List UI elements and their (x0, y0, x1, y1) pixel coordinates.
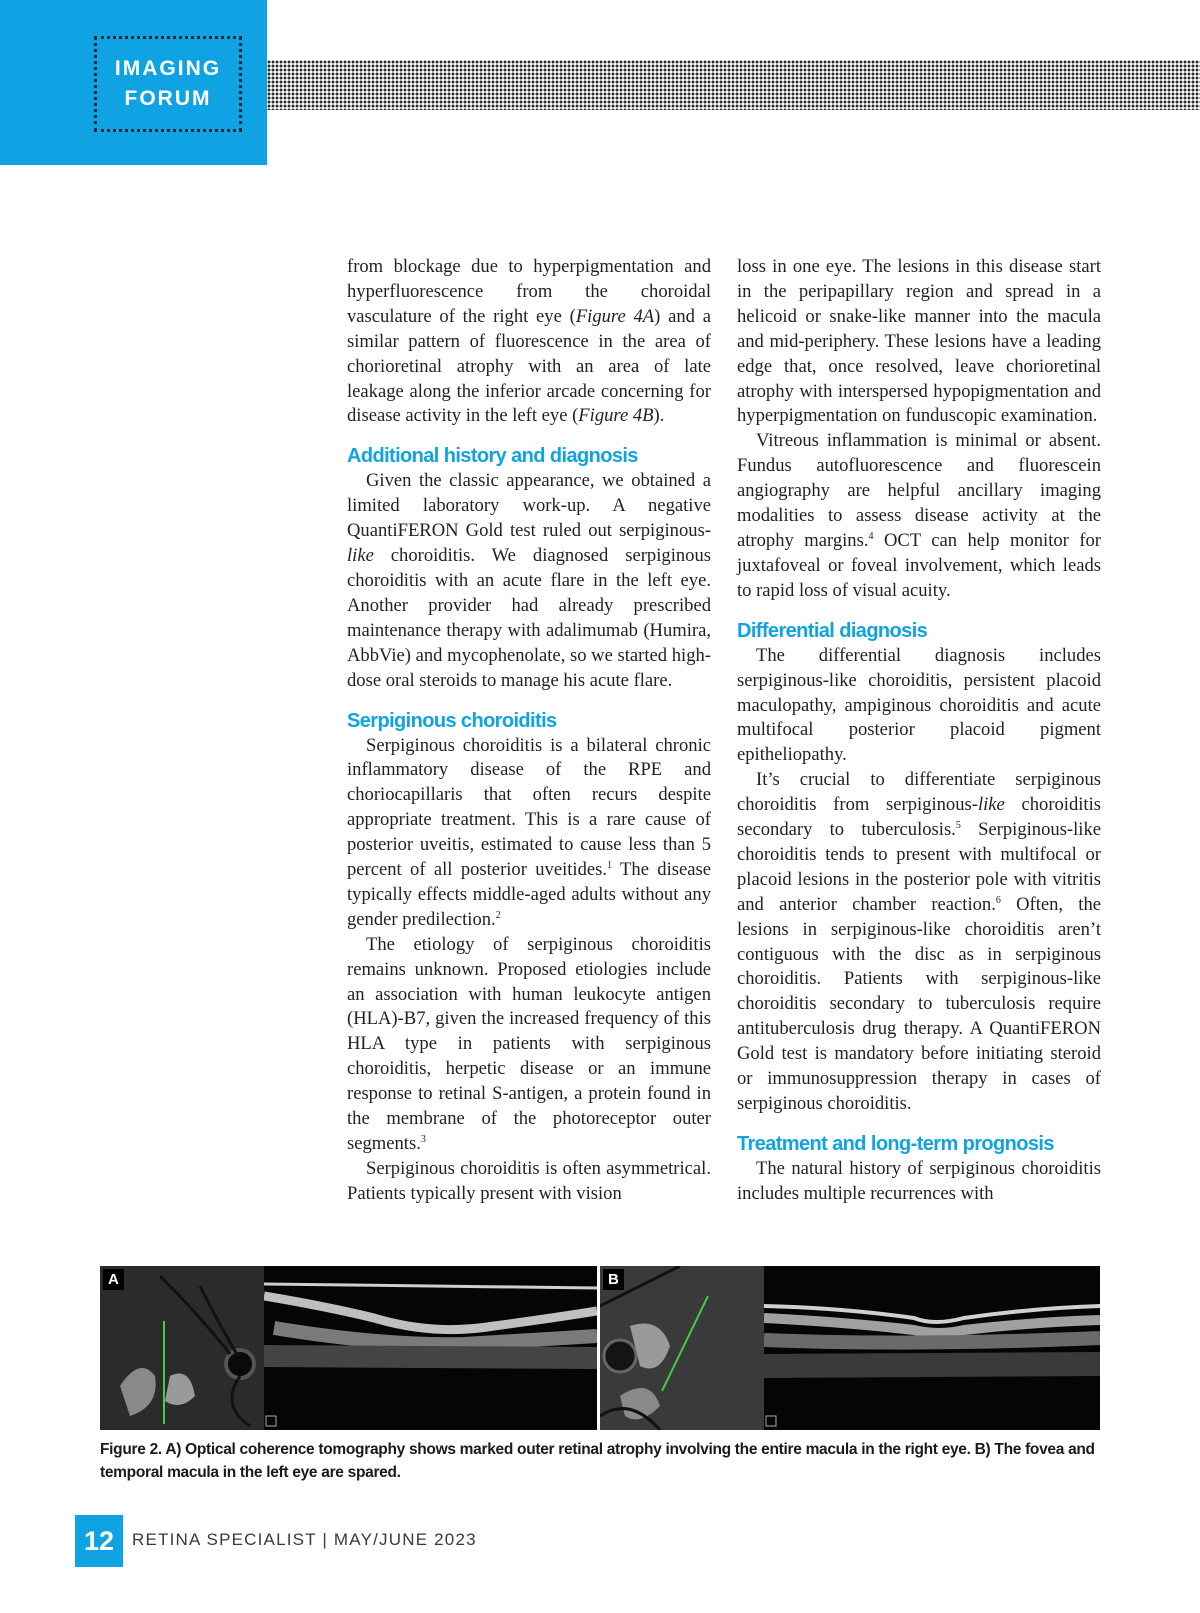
section-heading-treatment: Treatment and long-term prognosis (737, 1132, 1054, 1155)
section-heading-additional-history: Additional history and diagnosis (347, 445, 638, 468)
section-label-frame (94, 36, 242, 132)
paragraph: Serpiginous choroiditis is a bilateral chronic inflammatory disease of the RPE and choriocapillaris that often recurs despite appropriate treatment. This is a rare cause of posterior uveitis, estimated to cause less than 5 percent of all posterior uveitides.$^1$ The disease typically effects middle-aged adults without any gender predilection.$^2$ (347, 734, 711, 930)
fundus-image-a (100, 1266, 264, 1430)
oct-scan-b (764, 1266, 1100, 1430)
figure-panel-a (100, 1266, 597, 1430)
footer-publication: RETINA SPECIALIST | MAY/JUNE 2023 (132, 1530, 477, 1549)
article-column-2 (737, 255, 1101, 1207)
paragraph: The differential diagnosis includes serpiginous-like choroiditis, persistent placoid maculopathy, ampiginous choroiditis and acute multifocal posterior placoid pigment epitheliopathy. (737, 644, 1101, 766)
paragraph: loss in one eye. The lesions in this disease start in the peripapillary region and spread in a helicoid or snake-like manner into the macula and mid-periphery. These lesions have a leading edge that, once resolved, leave chorioretinal atrophy with interspersed hypopigmentation and hyperpigmentation on funduscopic examination. (737, 256, 1101, 427)
figure-panel-b (600, 1266, 1100, 1430)
section-heading-serpiginous: Serpiginous choroiditis (347, 709, 557, 732)
section-header (0, 0, 267, 165)
fundus-image-b (600, 1266, 764, 1430)
section-label-line1: IMAGING (114, 57, 222, 80)
paragraph: It’s crucial to differentiate serpiginous choroiditis from serpiginous-like choroiditis secondary to tuberculosis.$^5$ Serpiginous-like choroiditis tends to present with multifocal or placoid lesions in the posterior pole with vitritis and anterior chamber reaction.$^6$ Often, the lesions in serpiginous-like choroiditis aren’t contiguous with the disc as in serpiginous choroiditis. Patients with serpiginous-like choroiditis secondary to tuberculosis require antituberculosis drug therapy. A QuantiFERON Gold test is mandatory before initiating steroid or immunosuppression therapy in cases of serpiginous choroiditis. (737, 769, 1102, 1114)
oct-scan-a (264, 1266, 597, 1430)
panel-label-b: B (603, 1269, 624, 1290)
paragraph: Serpiginous choroiditis is often asymmetrical. Patients typically present with vision (347, 1157, 711, 1204)
figure-2 (100, 1266, 1100, 1430)
paragraph: The etiology of serpiginous choroiditis remains unknown. Proposed etiologies include an association with human leukocyte antigen (HLA)-B7, given the increased frequency of this HLA type in patients with serpiginous choroiditis, herpetic disease or an immune response to retinal S-antigen, a protein found in the membrane of the photoreceptor outer segments.$^3$ (347, 933, 711, 1154)
paragraph: Vitreous inflammation is minimal or absent. Fundus autofluorescence and fluorescein angiography are helpful ancillary imaging modalities to assess disease activity at the atrophy margins.$^4$ OCT can help monitor for juxtafoveal or foveal involvement, which leads to rapid loss of visual acuity. (737, 430, 1102, 601)
decorative-dot-band (267, 60, 1200, 110)
paragraph: from blockage due to hyperpigmentation and hyperfluorescence from the choroidal vasculature of the right eye (Figure 4A) and a similar pattern of fluorescence in the area of chorioretinal atrophy with an area of late leakage along the inferior arcade concerning for disease activity in the left eye (Figure 4B). (347, 256, 711, 427)
paragraph: Given the classic appearance, we obtained a limited laboratory work-up. A negative QuantiFERON Gold test ruled out serpiginous-like choroiditis. We diagnosed serpiginous choroiditis with an acute flare in the left eye. Another provider had already prescribed maintenance therapy with adalimumab (Humira, AbbVie) and mycophenolate, so we started high-dose oral steroids to manage his acute flare. (347, 470, 711, 691)
section-heading-differential: Differential diagnosis (737, 619, 928, 642)
paragraph: The natural history of serpiginous choroiditis includes multiple recurrences with (737, 1157, 1101, 1204)
figure-caption: Figure 2. A) Optical coherence tomography shows marked outer retinal atrophy involving the entire macula in the right eye. B) The fovea and temporal macula in the left eye are spared. (100, 1441, 1095, 1481)
section-label-line2: FORUM (124, 87, 212, 110)
panel-label-a: A (103, 1269, 124, 1290)
page-number: 12 (75, 1515, 123, 1567)
article-column-1 (347, 255, 711, 1207)
